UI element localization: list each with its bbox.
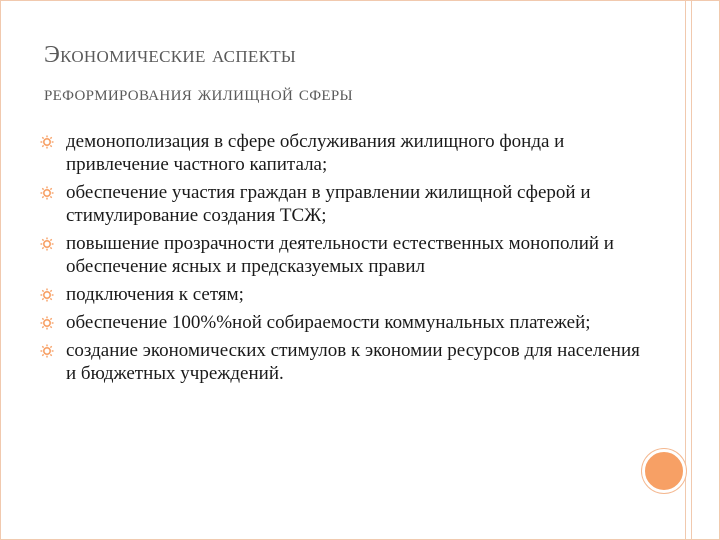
bullet-text: обеспечение участия граждан в управлении жилищной сферой и стимулирование создания ТСЖ; [66, 182, 591, 226]
bullet-item [40, 181, 640, 227]
sun-ring-icon [40, 288, 54, 302]
slide-title [44, 36, 664, 112]
bullet-text: создание экономических стимулов к экономии ресурсов для населения и бюджетных учреждений. [66, 340, 640, 384]
bullet-text: подключения к сетям; [66, 284, 244, 305]
bullet-item [40, 130, 640, 176]
sun-ring-icon [40, 237, 54, 251]
sun-ring-icon [40, 135, 54, 149]
bullet-item [40, 232, 640, 278]
accent-circle [642, 449, 686, 493]
bullet-text: демонополизация в сфере обслуживания жилищного фонда и привлечение частного капитала; [66, 131, 565, 175]
sun-ring-icon [40, 316, 54, 330]
bullet-item [40, 311, 640, 334]
bullet-item [40, 339, 640, 385]
bullet-item [40, 283, 640, 306]
slide-title-line-1: Экономические аспекты [44, 42, 297, 68]
right-decor-line [685, 0, 686, 540]
sun-ring-icon [40, 344, 54, 358]
slide-title-line-2: реформирования жилищной сферы [44, 80, 353, 105]
bullet-list [40, 130, 640, 390]
sun-ring-icon [40, 186, 54, 200]
bullet-text: повышение прозрачности деятельности естественных монополий и обеспечение ясных и предсказуемых правил [66, 233, 614, 277]
bullet-text: обеспечение 100%%ной собираемости коммунальных платежей; [66, 312, 591, 333]
right-decor-line [691, 0, 692, 540]
